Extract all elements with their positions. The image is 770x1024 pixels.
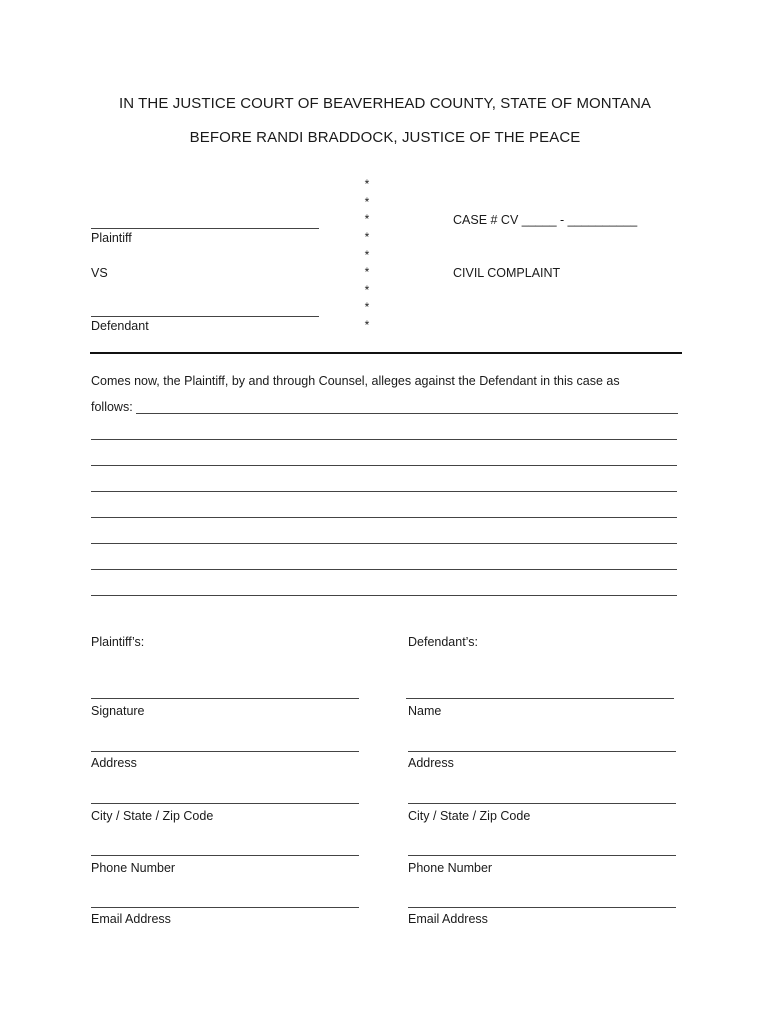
caption-separator-star: * bbox=[364, 195, 370, 209]
defendant-email-line[interactable] bbox=[408, 907, 676, 908]
defendant-phone-line[interactable] bbox=[408, 855, 676, 856]
plaintiff-email-line[interactable] bbox=[91, 907, 359, 908]
case-number[interactable]: CASE # CV _____ - __________ bbox=[453, 213, 638, 227]
plaintiff-email-label: Email Address bbox=[91, 912, 171, 926]
caption-divider bbox=[90, 352, 682, 354]
versus-label: VS bbox=[91, 266, 108, 280]
plaintiff-signature-label: Signature bbox=[91, 704, 145, 718]
caption-separator-star: * bbox=[364, 212, 370, 226]
defendant-name-label: Name bbox=[408, 704, 442, 718]
plaintiff-city-line[interactable] bbox=[91, 803, 359, 804]
plaintiff-address-line[interactable] bbox=[91, 751, 359, 752]
defendant-label: Defendant bbox=[91, 319, 149, 333]
plaintiff-heading: Plaintiff’s: bbox=[91, 635, 145, 649]
caption-separator-star: * bbox=[364, 248, 370, 262]
defendant-city-line[interactable] bbox=[408, 803, 676, 804]
plaintiff-phone-line[interactable] bbox=[91, 855, 359, 856]
judge-heading: BEFORE RANDI BRADDOCK, JUSTICE OF THE PEACE bbox=[189, 129, 581, 146]
allegation-line[interactable] bbox=[136, 413, 678, 414]
defendant-address-label: Address bbox=[408, 756, 454, 770]
caption-separator-star: * bbox=[364, 265, 370, 279]
court-heading: IN THE JUSTICE COURT OF BEAVERHEAD COUNTY, STATE OF MONTANA bbox=[118, 95, 652, 112]
caption-separator-star: * bbox=[364, 318, 370, 332]
allegation-line[interactable] bbox=[91, 439, 677, 440]
defendant-name-line[interactable] bbox=[91, 316, 319, 317]
defendant-heading: Defendant’s: bbox=[408, 635, 478, 649]
defendant-phone-label: Phone Number bbox=[408, 861, 493, 875]
allegation-line[interactable] bbox=[91, 465, 677, 466]
allegation-line[interactable] bbox=[91, 569, 677, 570]
caption-separator-star: * bbox=[364, 283, 370, 297]
plaintiff-address-label: Address bbox=[91, 756, 137, 770]
plaintiff-city-label: City / State / Zip Code bbox=[91, 809, 214, 823]
caption-separator-star: * bbox=[364, 177, 370, 191]
complaint-type: CIVIL COMPLAINT bbox=[453, 266, 561, 280]
allegation-line[interactable] bbox=[91, 543, 677, 544]
caption-separator-star: * bbox=[364, 230, 370, 244]
caption-separator-star: * bbox=[364, 300, 370, 314]
plaintiff-signature-line[interactable] bbox=[91, 698, 359, 699]
follows-label: follows: bbox=[91, 400, 133, 414]
plaintiff-name-line[interactable] bbox=[91, 228, 319, 229]
plaintiff-phone-label: Phone Number bbox=[91, 861, 176, 875]
allegation-line[interactable] bbox=[91, 517, 677, 518]
defendant-name-line[interactable] bbox=[406, 698, 674, 699]
defendant-city-label: City / State / Zip Code bbox=[408, 809, 531, 823]
complaint-intro: Comes now, the Plaintiff, by and through Counsel, alleges against the Defendant in this case as bbox=[91, 374, 620, 388]
defendant-address-line[interactable] bbox=[408, 751, 676, 752]
defendant-email-label: Email Address bbox=[408, 912, 488, 926]
allegation-line[interactable] bbox=[91, 595, 677, 596]
allegation-line[interactable] bbox=[91, 491, 677, 492]
plaintiff-label: Plaintiff bbox=[91, 231, 132, 245]
